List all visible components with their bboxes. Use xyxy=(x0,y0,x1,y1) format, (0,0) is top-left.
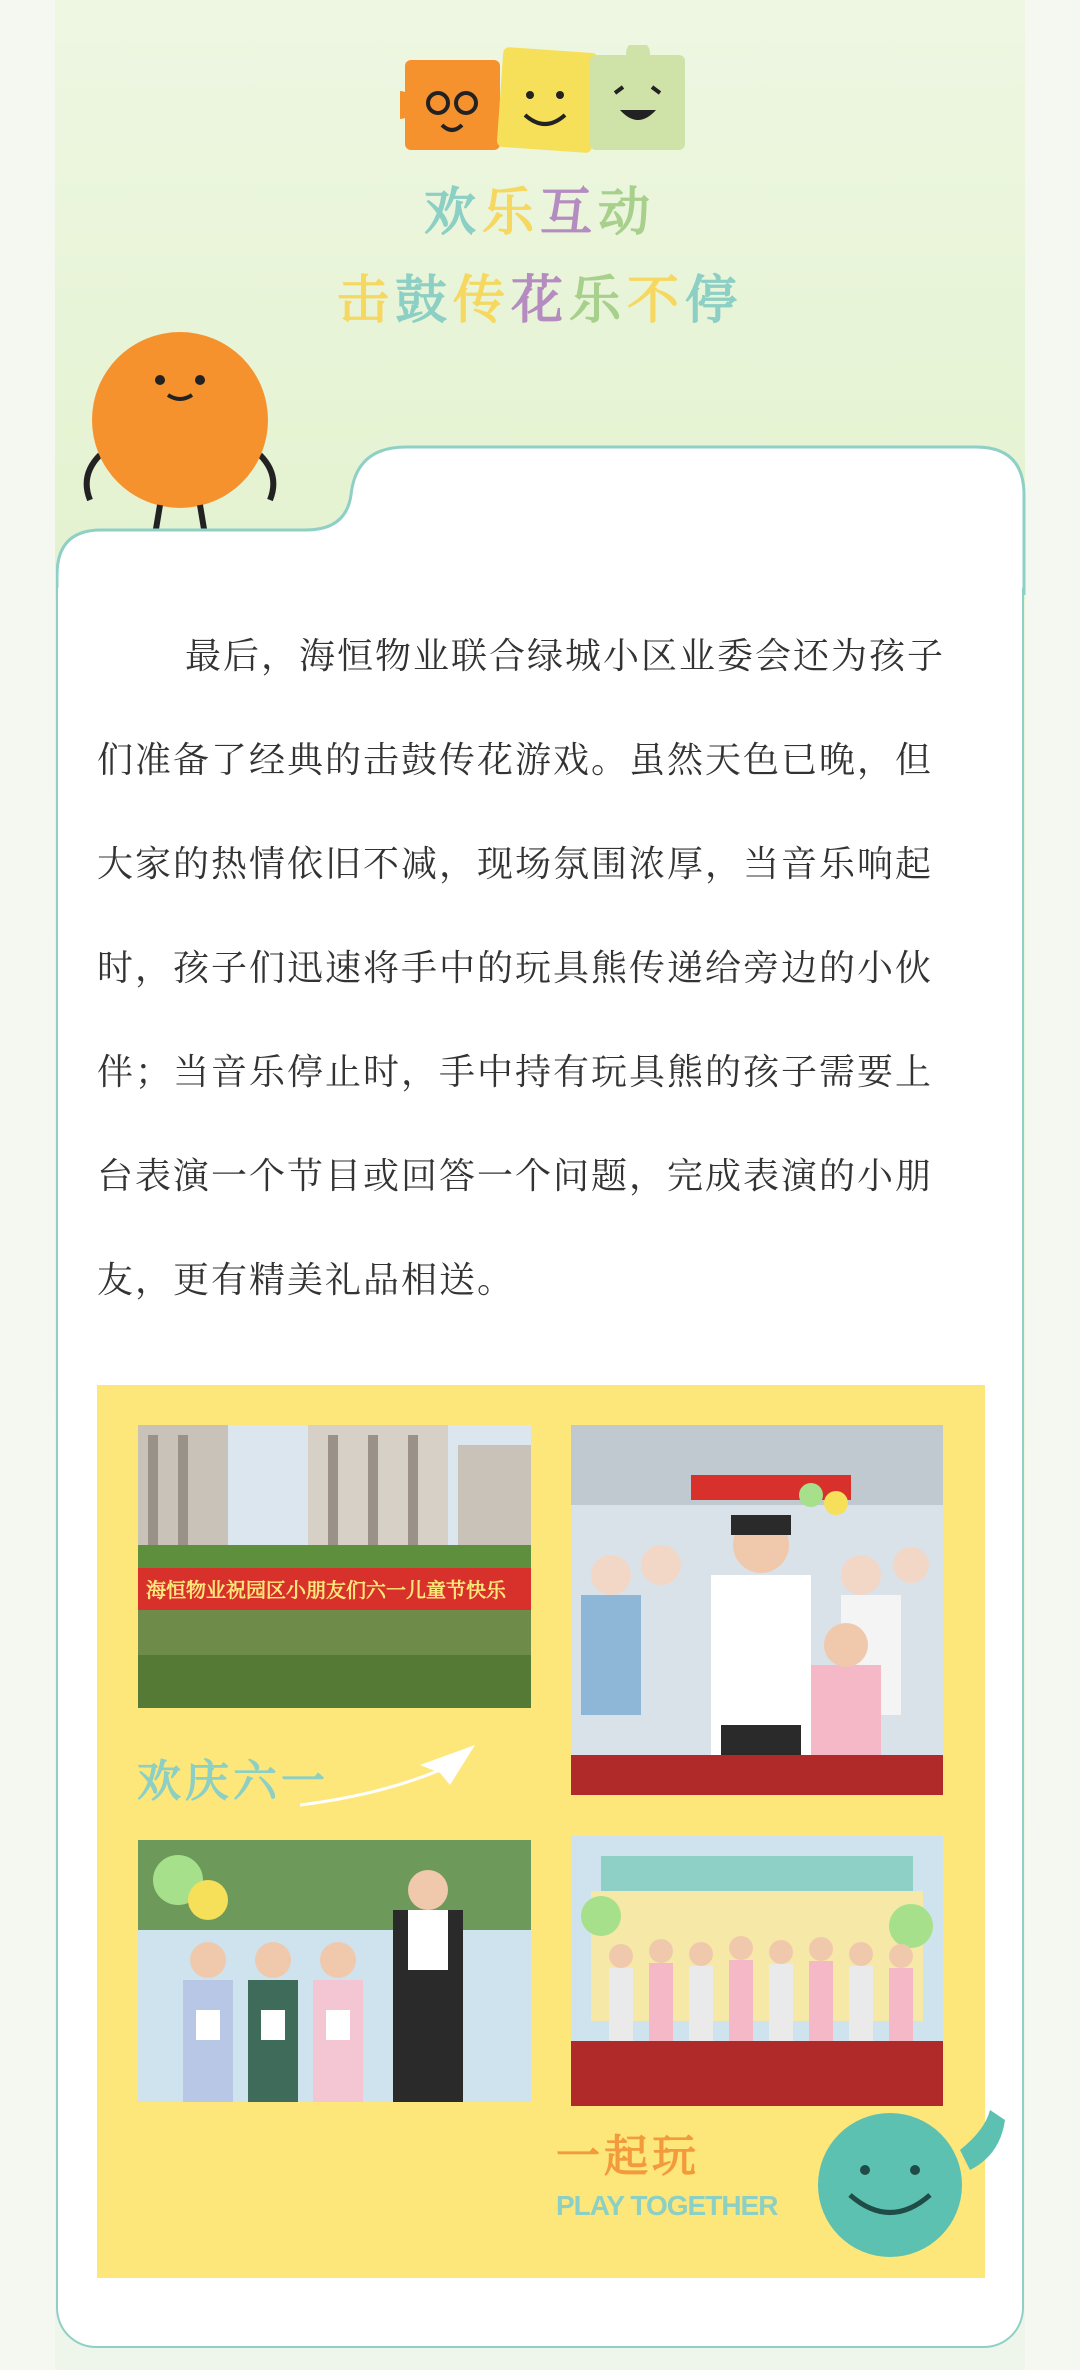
title-char: 欢 xyxy=(423,183,482,243)
title-char: 动 xyxy=(598,183,657,243)
card-top-outline xyxy=(56,445,1026,595)
photo-children-certificates xyxy=(138,1840,531,2102)
title-char: 乐 xyxy=(569,271,628,331)
caption-play-together: PLAY TOGETHER xyxy=(556,2190,778,2221)
paper-plane-icon xyxy=(300,1735,480,1815)
title-char: 击 xyxy=(336,271,395,331)
teal-smiley-icon xyxy=(810,2100,1010,2260)
title-char: 花 xyxy=(510,271,569,331)
title-line-2 xyxy=(0,258,1080,333)
title-char: 传 xyxy=(452,271,511,331)
photo-crowd-microphone xyxy=(571,1425,943,1795)
puzzle-faces-icon xyxy=(400,45,690,160)
title-line-1 xyxy=(0,170,1080,245)
title-char: 不 xyxy=(627,271,686,331)
title-char: 停 xyxy=(685,271,744,331)
title-char: 乐 xyxy=(481,183,540,243)
photo-group-backdrop xyxy=(571,1836,943,2106)
article-paragraph: 最后，海恒物业联合绿城小区业委会还为孩子们准备了经典的击鼓传花游戏。虽然天色已晚，但大家的热情依旧不减，现场氛围浓厚，当音乐响起时，孩子们迅速将手中的玩具熊传递给旁边的小伙伴；当音乐停止时，手中持有玩具熊的孩子需要上台表演一个节目或回答一个问题，完成表演的小朋友，更有精美礼品相送。 xyxy=(97,636,946,1301)
right-margin xyxy=(1025,0,1080,2370)
caption-yiqiwan: 一起玩 xyxy=(556,2131,700,2182)
caption-huanqing: 欢庆六一 xyxy=(137,1756,329,1807)
photo-banner-buildings xyxy=(138,1425,531,1708)
title-char: 鼓 xyxy=(394,271,453,331)
banner-text: 海恒物业祝园区小朋友们六一儿童节快乐 xyxy=(146,1578,506,1602)
title-char: 互 xyxy=(540,183,599,243)
left-margin xyxy=(0,0,55,2370)
